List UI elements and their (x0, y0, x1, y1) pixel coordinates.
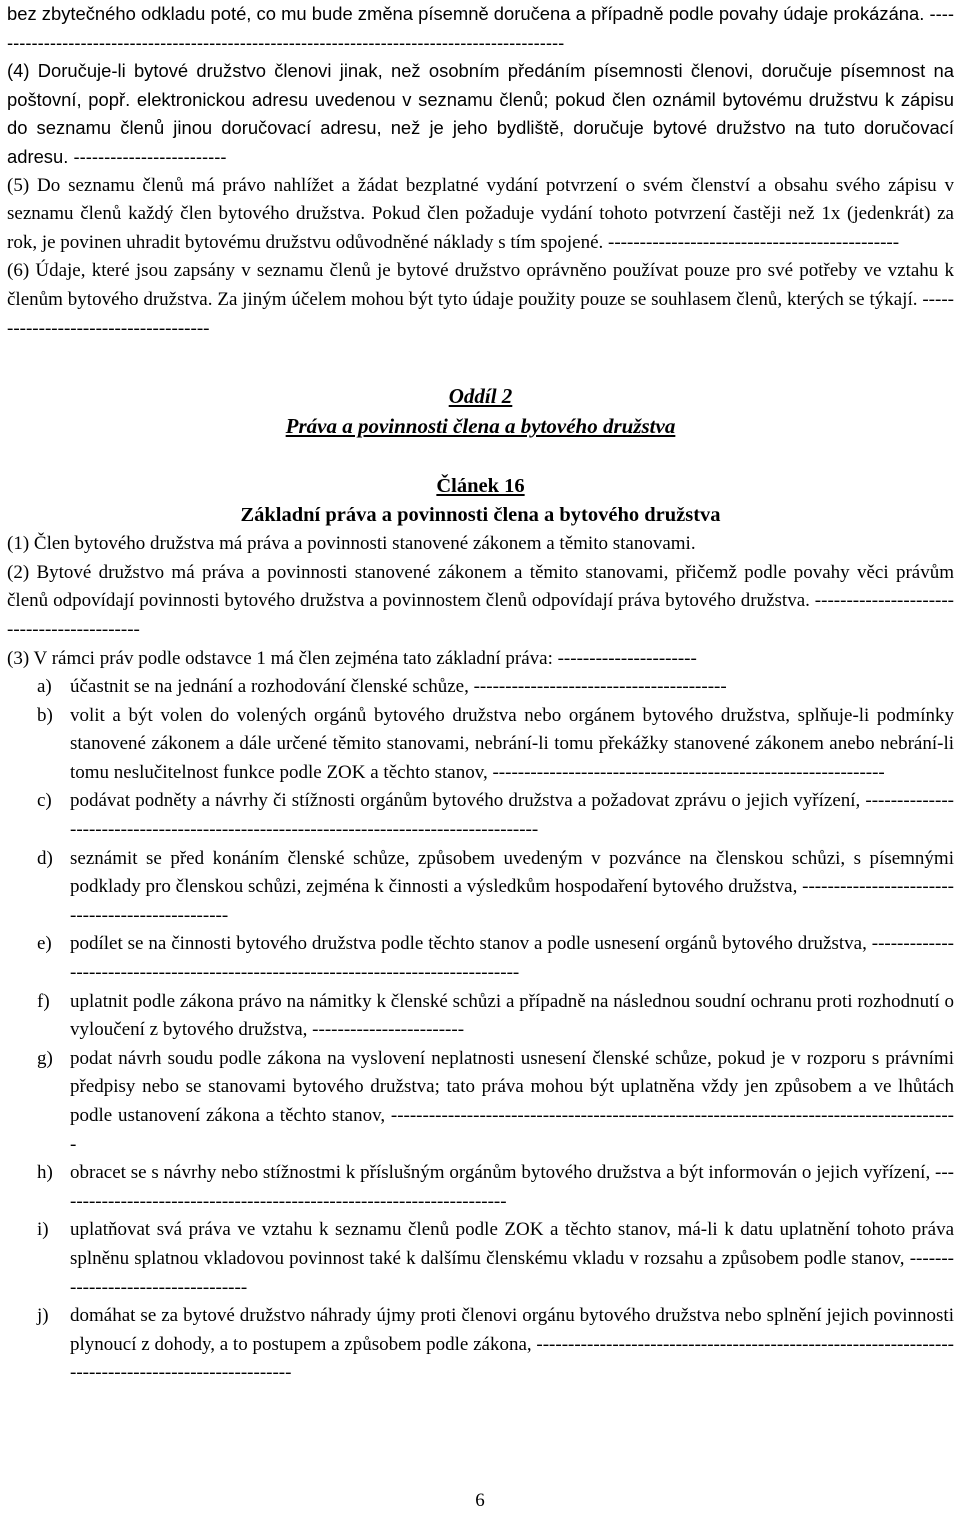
article-heading (7, 472, 954, 501)
paragraph-continuation: bez zbytečného odkladu poté, co mu bude změna písemně doručena a případně podle povahy údaje prokázána. ----------------------------------------------------------------------------------------------- (7, 3, 954, 53)
list-item-text: podat návrh soudu podle zákona na vyslovení neplatnosti usnesení členské schůze, pokud je v rozporu s právními předpisy nebo se stanovami bytového družstva; tato práva mohou být uplatněna vždy jen způsobem a ve lhůtách podle ustanovení zákona a těchto stanov, ------------------------------------------------------------------------------------------ (70, 1047, 954, 1155)
list-item-label: a) (37, 676, 52, 698)
list-item-label: g) (37, 1047, 53, 1069)
list-item-text: uplatňovat svá práva ve vztahu k seznamu členů podle ZOK a těchto stanov, má-li k datu uplatnění tohoto práva splněnu splatnou vkladovou povinnost také k dalšímu členskému vkladu v rozsahu a způsobem podle stanov, ----------------------------------- (70, 1219, 954, 1298)
list-item-text: obracet se s návrhy nebo stížnostmi k příslušným orgánům bytového družstva a být informován o jejich vyřízení, ------------------------------------------------------------------------ (70, 1162, 954, 1212)
list-item-label: i) (37, 1219, 49, 1241)
list-item (7, 1159, 954, 1216)
section-heading: Oddíl 2 (448, 384, 513, 409)
top-block (7, 0, 954, 172)
list-item (7, 930, 954, 987)
list-item-text: podílet se na činnosti bytového družstva podle těchto stanov a podle usnesení orgánů bytového družstva, ------------------------------------------------------------------------------------ (70, 933, 954, 984)
article-paragraph-1: (1) Člen bytového družstva má práva a povinnosti stanovené zákonem a těmito stanovami. (7, 533, 696, 555)
list-item-text: účastnit se na jednání a rozhodování členské schůze, ---------------------------------------- (70, 676, 727, 698)
article-paragraph-2: (2) Bytové družstvo má práva a povinnosti stanovené zákonem a těmito stanovami, přičemž podle povahy věci právům členů odpovídají povinnosti bytového družstva a povinnostem členů odpovídají práva bytového družstva. ------------------------------------------- (7, 561, 954, 640)
list-item (7, 1302, 954, 1388)
list-item-text: domáhat se za bytové družstvo náhrady újmy proti členovi orgánu bytového družstva nebo splnění jejich povinnosti plynoucí z dohody, a to postupem a způsobem podle zákona, ----------------------------------------------------------------------------------------------------- (70, 1305, 954, 1384)
list-item (7, 1216, 954, 1302)
list-item (7, 845, 954, 931)
list-item (7, 988, 954, 1045)
list-item-label: j) (37, 1305, 49, 1327)
page-number: 6 (475, 1490, 485, 1511)
paragraph-6: (6) Údaje, které jsou zapsány v seznamu členů je bytové družstvo oprávněno používat pouze pro své potřeby ve vztahu k členům bytového družstva. Za jiným účelem mohou být tyto údaje použity pouze se souhlasem členů, kterých se týkají. ------------------------------------- (7, 260, 954, 339)
list-item-text: seznámit se před konáním členské schůze, způsobem uvedeným v pozvánce na členskou schůzi, s písemnými podklady pro členskou schůzi, zejména k činnosti a výsledkům hospodaření bytového družstva, ------------------------------------------------- (70, 847, 954, 926)
list-item (7, 787, 954, 844)
list-item-label: d) (37, 847, 53, 869)
article-paragraph-3: (3) V rámci práv podle odstavce 1 má člen zejména tato základní práva: ---------------------- (7, 647, 697, 669)
paragraph-4: (4) Doručuje-li bytové družstvo členovi jinak, než osobním předáním písemnosti členovi, doručuje písemnost na poštovní, popř. elektronickou adresu uvedenou v seznamu členů; pokud člen oznámil bytovému družstvu k zápisu do seznamu členů jinou doručovací adresu, než je jeho bydliště, doručuje bytové družstvo na tuto doručovací adresu. ------------------------- (7, 60, 954, 167)
list-item (7, 673, 954, 702)
article-title: Základní práva a povinnosti člena a bytového družstva (240, 504, 721, 527)
list-item-label: b) (37, 704, 53, 726)
list-item-text: uplatnit podle zákona právo na námitky k členské schůzi a případně na následnou soudní ochranu proti rozhodnutí o vyloučení z bytového družstva, ------------------------ (70, 990, 954, 1041)
list-item-label: c) (37, 790, 52, 812)
list-item-text: volit a být volen do volených orgánů bytového družstva nebo orgánem bytového družstva, splňuje-li podmínky stanovené zákonem a dále určené těmito stanovami, nebrání-li tomu překážky stanovené zákonem anebo nebrání-li tomu neslučitelnost funkce podle ZOK a těchto stanov, -------------------------------------------------------------- (70, 704, 954, 783)
article-number: Článek 16 (436, 475, 525, 498)
section-title: Práva a povinnosti člena a bytového družstva (285, 414, 676, 439)
list-item-label: f) (37, 990, 50, 1012)
list-item-label: h) (37, 1162, 53, 1184)
paragraph-5: (5) Do seznamu členů má právo nahlížet a žádat bezplatné vydání potvrzení o svém členství a obsahu svého zápisu v seznamu členů každý člen bytového družstva. Pokud člen požaduje vydání tohoto potvrzení častěji než 1x (jedenkrát) za rok, je povinen uhradit bytovému družstvu odůvodněné náklady s tím spojené. ---------------------------------------------- (7, 174, 954, 253)
list-item (7, 1045, 954, 1159)
list-item-label: e) (37, 933, 52, 955)
list-item (7, 702, 954, 788)
rights-list (7, 673, 954, 1388)
list-item-text: podávat podněty a návrhy či stížnosti orgánům bytového družstva a požadovat zprávu o jejich vyřízení, ---------------------------------------------------------------------------------------- (70, 790, 954, 841)
